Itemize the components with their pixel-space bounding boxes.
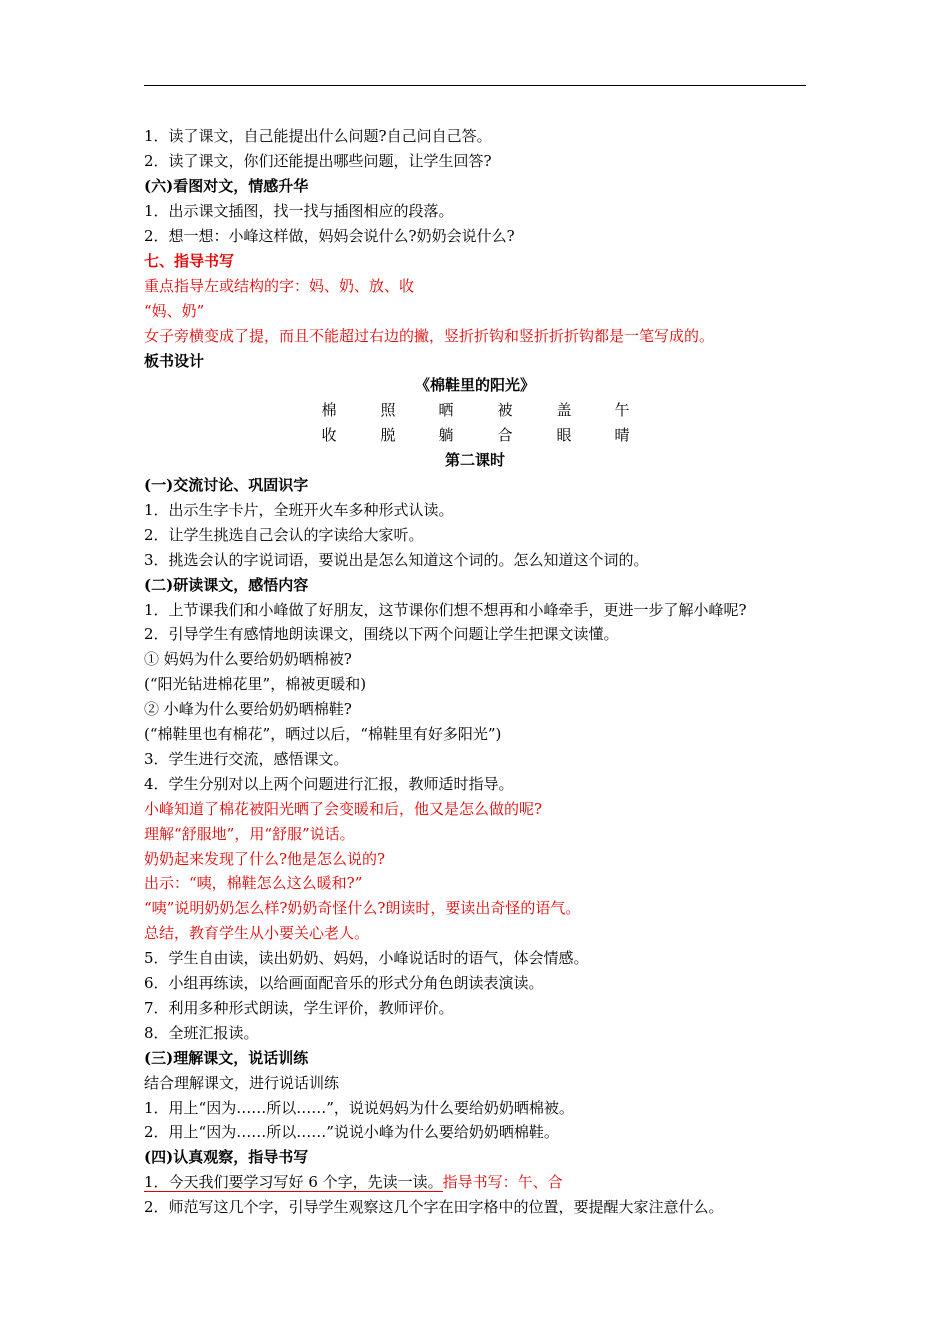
text-line: (二)研读课文，感悟内容 bbox=[144, 575, 309, 594]
text-line: 2．想一想：小峰这样做，妈妈会说什么?奶奶会说什么? bbox=[144, 227, 515, 245]
text-line: 1．上节课我们和小峰做了好朋友，这节课你们想不想再和小峰牵手，更进一步了解小峰呢? bbox=[144, 600, 747, 619]
text-line: 8．全班汇报读。 bbox=[144, 1023, 259, 1042]
text-line: 1．用上“因为……所以……”，说说妈妈为什么要给奶奶晒棉被。 bbox=[144, 1098, 574, 1117]
text-line: 2．用上“因为……所以……”说说小峰为什么要给奶奶晒棉鞋。 bbox=[144, 1123, 559, 1142]
board-char: 脱 bbox=[380, 426, 396, 444]
text-line: 理解“舒服地”，用“舒服”说话。 bbox=[144, 824, 355, 843]
text-line: 小峰知道了棉花被阳光晒了会变暖和后，他又是怎么做的呢? bbox=[144, 799, 543, 818]
text-line: 总结，教育学生从小要关心老人。 bbox=[144, 924, 370, 943]
text-line: 2．引导学生有感情地朗读课文，围绕以下两个问题让学生把课文读懂。 bbox=[144, 625, 619, 644]
text-line: 2．读了课文，你们还能提出哪些问题，让学生回答? bbox=[144, 152, 492, 170]
lesson2-heading: 第二课时 bbox=[444, 451, 505, 469]
board-char: 午 bbox=[614, 401, 630, 419]
text-line: 板书设计 bbox=[144, 352, 205, 370]
text-line: ② 小峰为什么要给奶奶晒棉鞋? bbox=[144, 700, 352, 719]
last-line-1-prefix: 1． bbox=[144, 1173, 169, 1191]
board-char: 躺 bbox=[438, 426, 454, 444]
text-line: ① 妈妈为什么要给奶奶晒棉被? bbox=[144, 650, 352, 669]
text-line: (“阳光钻进棉花里”，棉被更暖和) bbox=[144, 675, 367, 694]
text-line: 2．让学生挑选自己会认的字读给大家听。 bbox=[144, 525, 424, 544]
text-line: 七、指导书写 bbox=[144, 252, 235, 270]
text-line: (四)认真观察，指导书写 bbox=[144, 1148, 309, 1167]
text-line: (三)理解课文，说话训练 bbox=[144, 1048, 309, 1067]
text-line: (六)看图对文，情感升华 bbox=[144, 177, 309, 195]
text-line: 出示：“咦，棉鞋怎么这么暖和?” bbox=[144, 874, 363, 893]
text-line: 3．学生进行交流，感悟课文。 bbox=[144, 749, 349, 768]
text-line: “咦”说明奶奶怎么样?奶奶奇怪什么?朗读时，要读出奇怪的语气。 bbox=[144, 899, 581, 918]
board-char: 晴 bbox=[614, 426, 630, 444]
board-char: 盖 bbox=[556, 401, 572, 419]
text-line: 4．学生分别对以上两个问题进行汇报，教师适时指导。 bbox=[144, 774, 514, 793]
board-char: 眼 bbox=[556, 426, 572, 444]
board-char: 棉 bbox=[321, 401, 337, 419]
text-line: 6．小组再练读，以给画面配音乐的形式分角色朗读表演读。 bbox=[144, 974, 544, 992]
board-char: 照 bbox=[380, 401, 396, 419]
text-line: “妈、奶” bbox=[144, 302, 205, 320]
text-line: (“棉鞋里也有棉花”，晒过以后，“棉鞋里有好多阳光”) bbox=[144, 725, 502, 743]
text-line: 女子旁横变成了提，而且不能超过右边的撇，竖折折钩和竖折折折钩都是一笔写成的。 bbox=[144, 327, 715, 345]
text-line: 1．读了课文，自己能提出什么问题?自己问自己答。 bbox=[144, 127, 492, 145]
board-char: 被 bbox=[497, 401, 513, 419]
text-line: 结合理解课文，进行说话训练 bbox=[144, 1073, 340, 1092]
text-line: 1．出示课文插图，找一找与插图相应的段落。 bbox=[144, 202, 454, 220]
text-line: 重点指导左或结构的字：妈、奶、放、收 bbox=[144, 277, 415, 295]
last-line-1-red: 指导书写：午、合 bbox=[442, 1173, 563, 1191]
text-line: 3．挑选会认的字说词语，要说出是怎么知道这个词的。怎么知道这个词的。 bbox=[144, 550, 649, 569]
text-line: (一)交流讨论、巩固识字 bbox=[144, 476, 309, 494]
board-title: 《棉鞋里的阳光》 bbox=[414, 376, 535, 394]
text-line: 1．出示生字卡片，全班开火车多种形式认读。 bbox=[144, 500, 454, 519]
text-line: 5．学生自由读，读出奶奶、妈妈，小峰说话时的语气，体会情感。 bbox=[144, 949, 589, 968]
board-char: 收 bbox=[321, 426, 337, 444]
last-line-2: 2．师范写这几个字，引导学生观察这几个字在田字格中的位置，要提醒大家注意什么。 bbox=[144, 1198, 724, 1216]
text-line: 奶奶起来发现了什么?他是怎么说的? bbox=[144, 849, 386, 868]
last-line-1 bbox=[144, 1172, 563, 1192]
board-char: 合 bbox=[497, 426, 513, 444]
last-line-1-underlined: 今天我们要学习写好 6 个字，先读一读。 bbox=[168, 1173, 443, 1191]
board-char: 晒 bbox=[438, 401, 454, 419]
header-rule bbox=[144, 85, 806, 86]
text-line: 7．利用多种形式朗读，学生评价，教师评价。 bbox=[144, 998, 454, 1017]
